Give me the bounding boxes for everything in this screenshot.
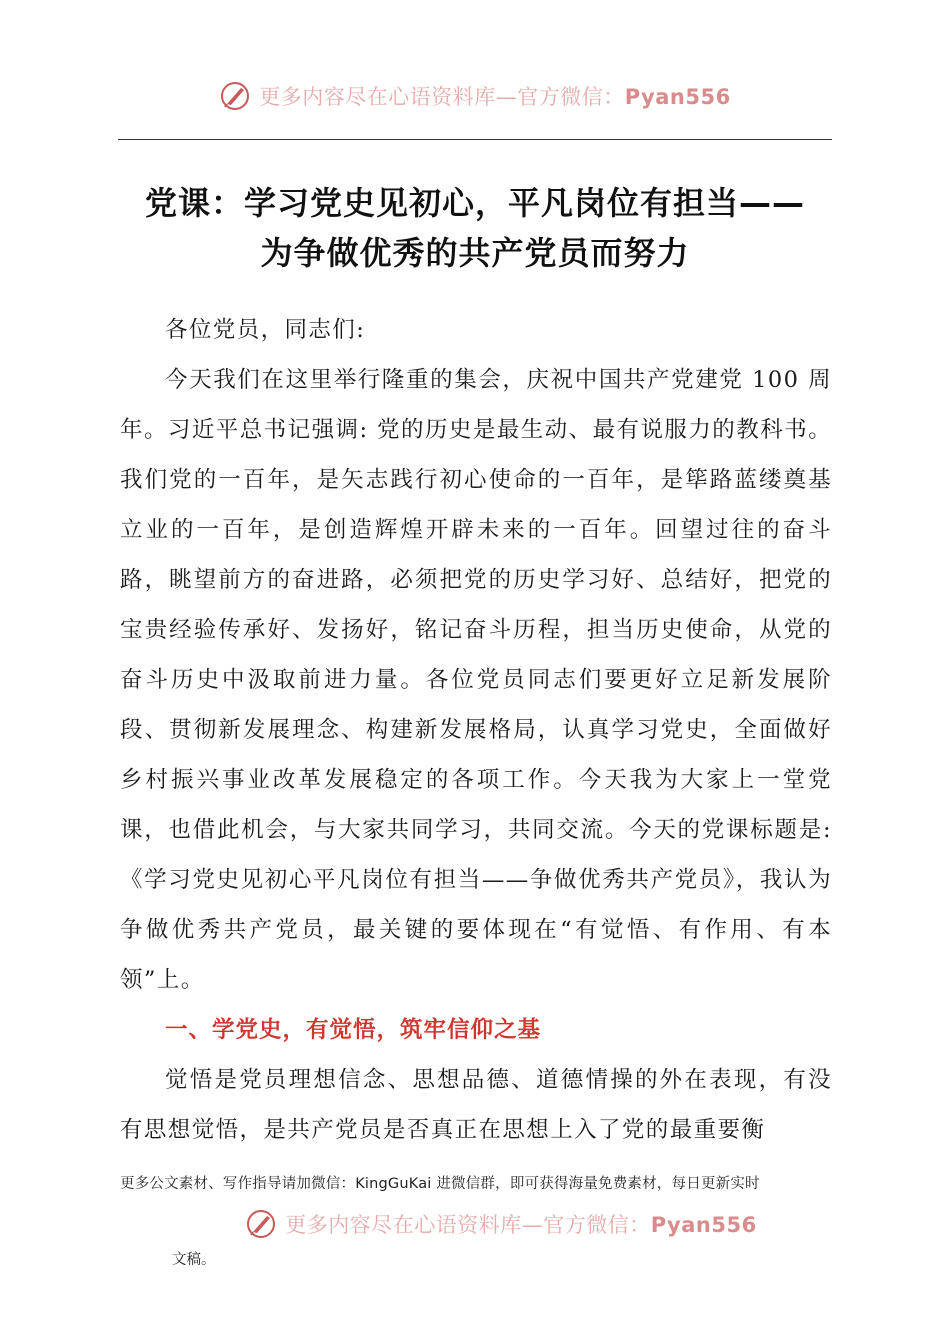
footer-note-tail: 文稿。 xyxy=(172,1252,216,1268)
intro-paragraph: 今天我们在这里举行隆重的集会，庆祝中国共产党建党 100 周年。习近平总书记强调: 党的历史是最生动、最有说服力的教科书。我们党的一百年，是矢志践行初心使命的一百年，是筚路蓝缕奠基立业的一百年，是创造辉煌开辟未来的一百年。回望过往的奋斗路，眺望前方的奋进路，必须把党的历史学习好、总结好，把党的宝贵经验传承好、发扬好，铭记奋斗历程，担当历史使命，从党的奋斗历史中汲取前进力量。各位党员同志们要更好立足新发展阶段、贯彻新发展理念、构建新发展格局，认真学习党史，全面做好乡村振兴事业改革发展稳定的各项工作。今天我为大家上一堂党课，也借此机会，与大家共同学习，共同交流。今天的党课标题是: 《学习党史见初心平凡岗位有担当——争做优秀共产党员》，我认为争做优秀共产党员，最关键的要体现在“有觉悟、有作用、有本领”上。 xyxy=(120,367,832,993)
document-title-line-2: 为争做优秀的共产党员而努力 xyxy=(260,234,690,272)
watermark-text: 更多内容尽在心语资料库—官方微信：Pyan556 xyxy=(285,1213,757,1237)
header-watermark xyxy=(0,80,950,112)
quill-seal-icon xyxy=(245,1208,277,1240)
watermark-text: 更多内容尽在心语资料库—官方微信：Pyan556 xyxy=(259,85,731,109)
footer-watermark xyxy=(26,1208,950,1240)
salutation: 各位党员，同志们: xyxy=(165,317,366,343)
footer-note: 更多公文素材、写作指导请加微信：KingGuKai 进微信群，即可获得海量免费素材，每日更新实时 xyxy=(120,1176,760,1192)
document-title-line-1: 党课：学习党史见初心，平凡岗位有担当—— xyxy=(144,184,805,222)
section-1-paragraph: 觉悟是党员理想信念、思想品德、道德情操的外在表现，有没有思想觉悟，是共产党员是否真正在思想上入了党的最重要衡 xyxy=(120,1067,832,1143)
section-heading-1: 一、学党史，有觉悟，筑牢信仰之基 xyxy=(165,1017,542,1043)
quill-seal-icon xyxy=(219,80,251,112)
document-body xyxy=(120,305,832,1155)
header-divider xyxy=(118,139,832,140)
